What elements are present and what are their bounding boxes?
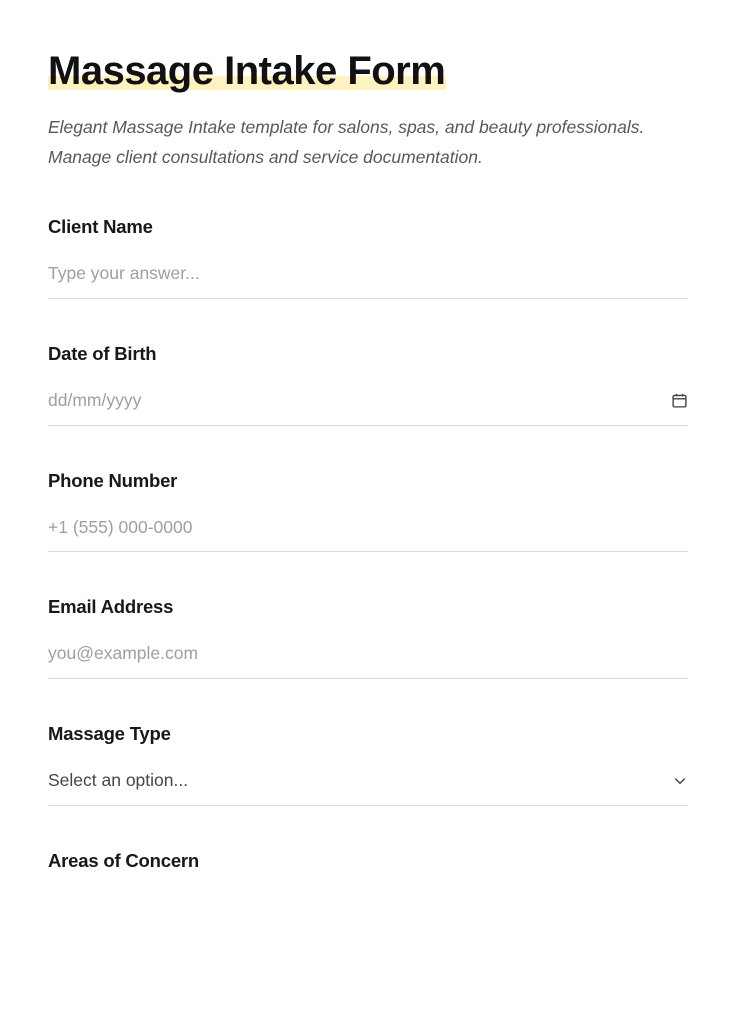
chevron-down-icon[interactable] (672, 773, 688, 789)
email-address-input[interactable] (48, 642, 688, 665)
field-label-client-name: Client Name (48, 216, 153, 238)
field-control-phone-number[interactable] (48, 516, 688, 553)
page-subtitle: Elegant Massage Intake template for salons, spas, and beauty professionals. Manage client consultations and service documentation. (48, 117, 645, 168)
field-massage-type (48, 723, 688, 806)
field-label-email-address: Email Address (48, 596, 174, 618)
client-name-input[interactable] (48, 262, 688, 285)
field-control-date-of-birth[interactable] (48, 389, 688, 426)
massage-type-selected-value[interactable]: Select an option... (48, 770, 189, 791)
field-phone-number (48, 470, 688, 553)
field-label-phone-number: Phone Number (48, 469, 178, 491)
page-title-wrap (48, 48, 445, 94)
date-of-birth-placeholder[interactable]: dd/mm/yyyy (48, 389, 142, 410)
field-label-areas-of-concern: Areas of Concern (48, 849, 200, 871)
field-control-client-name[interactable] (48, 262, 688, 299)
field-date-of-birth (48, 343, 688, 426)
field-control-email-address[interactable] (48, 642, 688, 679)
field-email-address (48, 596, 688, 679)
phone-number-input[interactable] (48, 516, 688, 539)
page-title: Massage Intake Form (48, 49, 446, 93)
field-label-massage-type: Massage Type (48, 723, 171, 745)
field-control-massage-type[interactable] (48, 769, 688, 806)
field-label-date-of-birth: Date of Birth (48, 342, 157, 364)
calendar-icon[interactable] (671, 392, 688, 409)
field-client-name (48, 216, 688, 299)
field-areas-of-concern (48, 850, 688, 872)
